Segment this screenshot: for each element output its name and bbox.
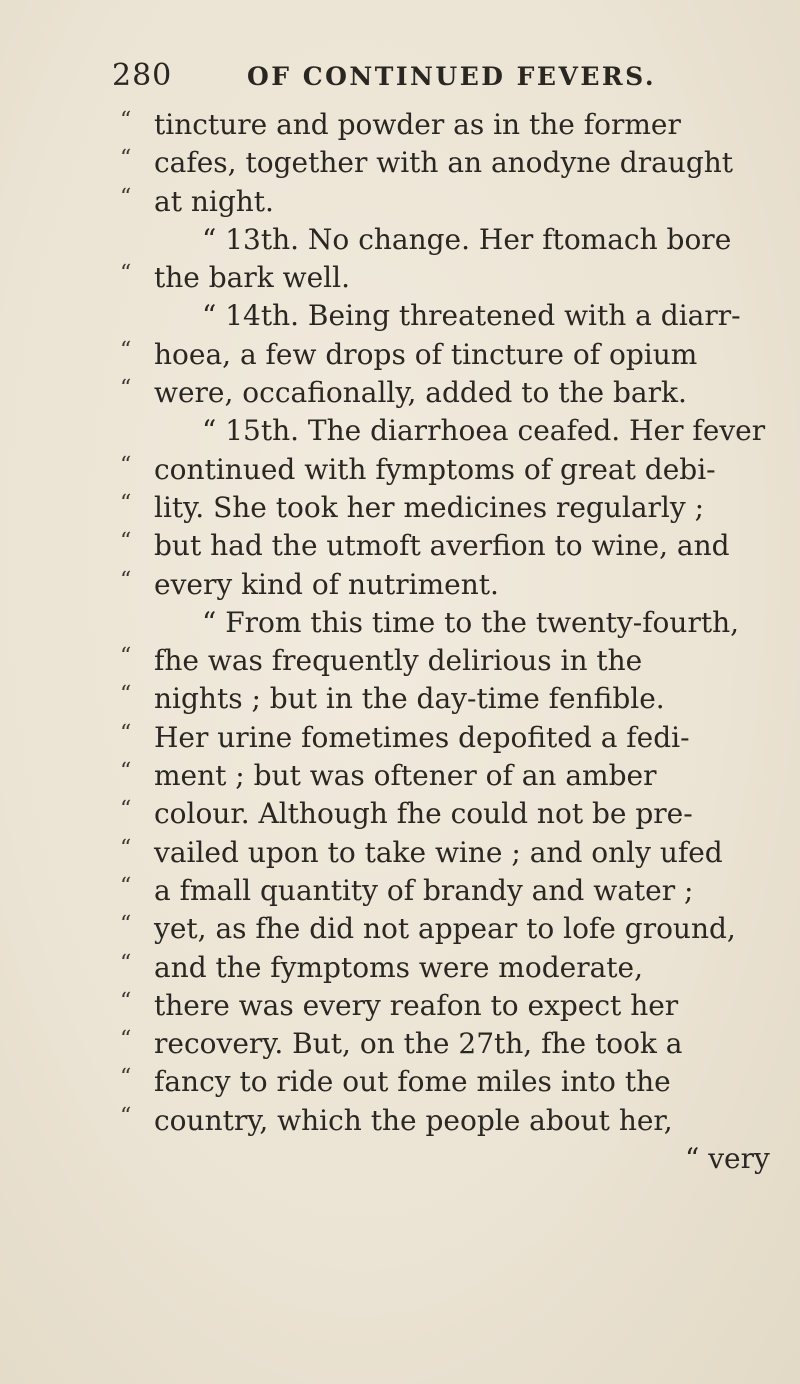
- line-text: vailed upon to take wine ; and only ufed: [154, 835, 723, 869]
- line-text: lity. She took her medicines regularly ;: [154, 490, 705, 524]
- quote-mark: “: [120, 1065, 132, 1091]
- catchword: “ very: [685, 1142, 770, 1176]
- quote-mark: “: [120, 146, 132, 172]
- text-line: [120, 297, 800, 335]
- text-line: [120, 910, 800, 948]
- line-text: the bark well.: [154, 261, 350, 295]
- line-text: fhe was frequently delirious in the: [154, 644, 643, 678]
- quote-mark: “: [120, 376, 132, 402]
- line-text: but had the utmoft averfion to wine, and: [154, 529, 730, 563]
- text-line: [120, 144, 800, 182]
- line-text: “ From this time to the twenty-fourth,: [202, 605, 740, 639]
- line-text: every kind of nutriment.: [154, 567, 499, 601]
- quote-mark: “: [120, 720, 132, 746]
- running-head: OF CONTINUED FEVERS.: [247, 62, 657, 91]
- quote-mark: “: [120, 912, 132, 938]
- quote-mark: “: [120, 873, 132, 899]
- text-line: [120, 566, 800, 604]
- page-number: 280: [112, 58, 173, 93]
- line-text: yet, as fhe did not appear to lofe ground,: [154, 912, 736, 946]
- page-header: [112, 54, 732, 98]
- text-line: [120, 949, 800, 987]
- line-text: a fmall quantity of brandy and water ;: [154, 873, 694, 907]
- line-text: tincture and powder as in the former: [154, 108, 681, 141]
- body-text: [120, 106, 800, 1178]
- quote-mark: “: [120, 529, 132, 555]
- quote-mark: “: [120, 567, 132, 593]
- text-line: [120, 642, 800, 680]
- text-line: [120, 795, 800, 833]
- quote-mark: “: [120, 1027, 132, 1053]
- line-text: “ 13th. No change. Her ftomach bore: [202, 222, 732, 256]
- text-line: [120, 680, 800, 718]
- quote-mark: “: [120, 108, 132, 133]
- quote-mark: “: [120, 835, 132, 861]
- line-text: hoea, a few drops of tincture of opium: [154, 337, 698, 371]
- text-line: [120, 183, 800, 221]
- line-text: cafes, together with an anodyne draught: [154, 146, 734, 180]
- line-text: country, which the people about her,: [154, 1103, 673, 1137]
- quote-mark: “: [120, 184, 132, 210]
- quote-mark: “: [120, 1103, 132, 1129]
- text-line: [120, 872, 800, 910]
- line-text: Her urine fometimes depofited a fedi-: [154, 720, 690, 754]
- text-line: [120, 757, 800, 795]
- text-line: [120, 489, 800, 527]
- text-line: [120, 834, 800, 872]
- line-text: recovery. But, on the 27th, fhe took a: [154, 1027, 683, 1061]
- text-line: [120, 336, 800, 374]
- quote-mark: “: [120, 682, 132, 708]
- line-text: at night.: [154, 184, 274, 218]
- catchword-line: [120, 1140, 800, 1178]
- text-line: [120, 451, 800, 489]
- text-line: [120, 719, 800, 757]
- text-line: [120, 106, 800, 144]
- quote-mark: “: [120, 452, 132, 478]
- text-line: [120, 412, 800, 450]
- line-text: fancy to ride out fome miles into the: [154, 1065, 671, 1099]
- line-text: continued with fymptoms of great debi-: [154, 452, 716, 486]
- line-text: nights ; but in the day-time fenfible.: [154, 682, 665, 716]
- line-text: ment ; but was oftener of an amber: [154, 759, 657, 793]
- quote-mark: “: [120, 950, 132, 976]
- text-line: [120, 1063, 800, 1101]
- quote-mark: “: [120, 644, 132, 670]
- text-line: [120, 1025, 800, 1063]
- quote-mark: “: [120, 988, 132, 1014]
- text-line: [120, 527, 800, 565]
- quote-mark: “: [120, 261, 132, 287]
- text-line: [120, 987, 800, 1025]
- quote-mark: “: [120, 759, 132, 785]
- line-text: there was every reafon to expect her: [154, 988, 679, 1022]
- line-text: “ 14th. Being threatened with a diarr-: [202, 299, 741, 333]
- line-text: and the fymptoms were moderate,: [154, 950, 643, 984]
- quote-mark: “: [120, 490, 132, 516]
- line-text: were, occafionally, added to the bark.: [154, 376, 687, 410]
- text-line: [120, 259, 800, 297]
- quote-mark: “: [120, 337, 132, 363]
- text-line: [120, 1102, 800, 1140]
- text-line: [120, 221, 800, 259]
- quote-mark: “: [120, 797, 132, 823]
- line-text: colour. Although fhe could not be pre-: [154, 797, 693, 831]
- line-text: “ 15th. The diarrhoea ceafed. Her fever: [202, 414, 766, 448]
- text-line: [120, 604, 800, 642]
- text-line: [120, 374, 800, 412]
